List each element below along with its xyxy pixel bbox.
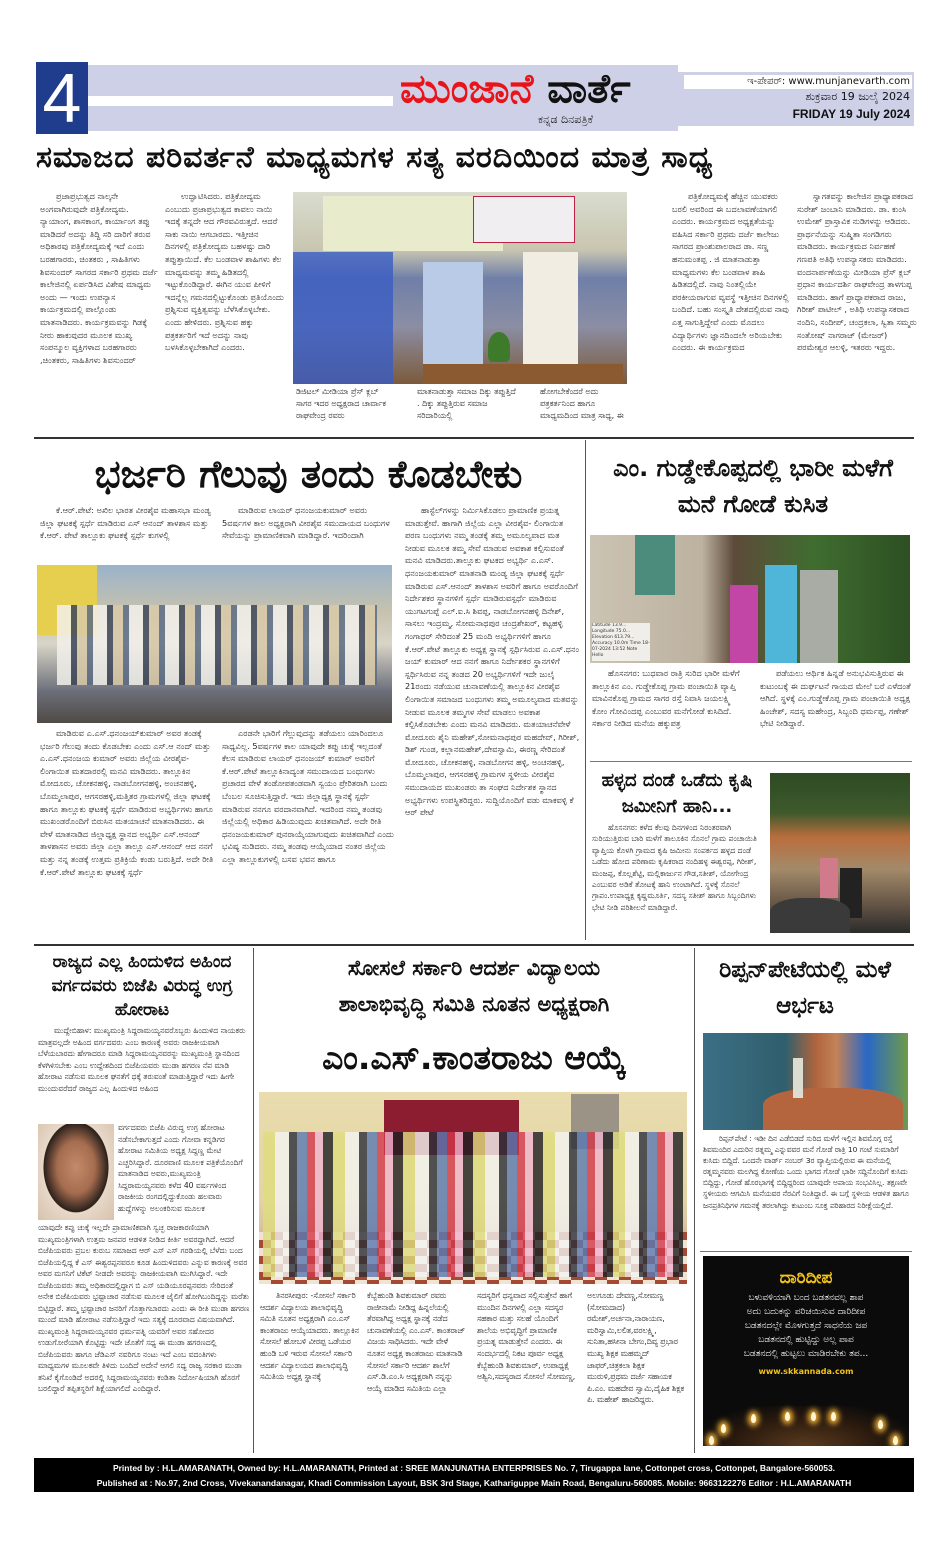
story3-headline: ಎಂ. ಗುಡ್ಡೇಕೊಪ್ಪದಲ್ಲಿ ಭಾರೀ ಮಳೆಗೆ ಮನೆ ಗೋಡೆ ಕುಸಿತ	[613, 454, 893, 518]
logo-word-black: ವಾರ್ತೆ	[547, 66, 631, 112]
story2-column-1-top	[40, 504, 215, 560]
story7-photo	[703, 1033, 908, 1130]
lamp-flame-icon	[811, 1412, 816, 1421]
story4-photo	[770, 773, 910, 933]
story2-col2-bottom-text: ಎರಡನೇ ಭಾರಿಗೆ ಗೆಲ್ಲುವುದನ್ನು ತಡೆಯಲು ಯಾರಿಂದಲೂ ಸಾಧ್ಯವಿಲ್ಲ. 5ವರ್ಷಗಳ ಕಾಲ ಯಾವುದೇ ಕಪ್ಪು ಚುಕ್ಕೆ ಇಲ್ಲದಂತೆ ಕೆಲಸ ಮಾಡಿರುವ ಲಾಯರ್ ಧನಂಜಯ್ ಕುಮಾರ್ ಅವರಿಗೆ ಕೆ.ಆರ್.ಪೇಟೆ ತಾಲ್ಲೂಕಿನಾದ್ಯಂತ ಸಮುದಾಯದ ಬಂಧುಗಳು ಪ್ರಚಾರದ ವೇಳೆ ತಂಡೋಪತಂಡವಾಗಿ ಸ್ವಯಂ ಪ್ರೇರಿತರಾಗಿ ಬಂದು ಬೆಂಬಲ ಸೂಚಿಸುತ್ತಿದ್ದಾರೆ. ಇದು ಜಿಲ್ಲಾಧ್ಯಕ್ಷ ಸ್ಥಾನಕ್ಕೆ ಸ್ಪರ್ಧೆ ಮಾಡಿರುವ ನನಗೂ ವರದಾನವಾಗಿದೆ. ಇದರಿಂದ ನಮ್ಮ ತಂಡವು ಜಿಲ್ಲೆಯಲ್ಲಿ ಅಧಿಕಾರ ಹಿಡಿಯುವುದು ಖಚಿತವಾಗಿದೆ. ಅದೇ ರೀತಿ ಧನಂಜಯಕುಮಾರ್ ಪುನರಾಯ್ಕೆಯಾಗುವುದು ಖಚಿತವಾಗಿದೆ ಎಂದು ಭವಿಷ್ಯ ನುಡಿದರು. ನಮ್ಮ ತಂಡವು ಆಯ್ಕೆಯಾದ ನಂತರ ಜಿಲ್ಲೆಯ ಎಲ್ಲಾ ತಾಲ್ಲೂಕುಗಳಲ್ಲಿ ಬಸವ ಭವನ ಹಾಗೂ	[222, 728, 394, 864]
story5-intro	[38, 1025, 250, 1125]
person-blue-shirt	[293, 252, 393, 384]
date-kannada: ಶುಕ್ರವಾರ 19 ಜುಲೈ 2024	[805, 90, 910, 103]
window	[635, 535, 675, 595]
story3-column-1	[592, 667, 742, 757]
imprint-line-1: Printed by : H.L.AMARANATH, Owned by: H.L.AMARANATH, Printed at : SREE MANJUNATHA ENTERPRISES No. 7, Tirugappa lane, Cottonpet cross, Cottonpet, Bangalore-560053.	[112, 1463, 836, 1473]
lamp-flame-icon	[831, 1412, 836, 1421]
story6-column-3	[477, 1290, 577, 1452]
story2-column-2-top	[222, 504, 397, 560]
story1-column-1	[40, 190, 158, 430]
story2-headline: ಭರ್ಜರಿ ಗೆಲುವು ತಂದು ಕೊಡಬೇಕು	[94, 452, 523, 496]
potted-plant	[488, 332, 510, 362]
logo-word-red: ಮುಂಜಾನೆ	[400, 66, 534, 112]
story2-photo	[37, 565, 392, 723]
story7-headline: ರಿಪ್ಪನ್‌ಪೇಟೆಯಲ್ಲಿ ಮಳೆ ಆರ್ಭಟ	[719, 957, 891, 1019]
story4-body	[592, 822, 764, 934]
story6-col1-text: ತಿನರಸೀಪುರ: -ಸೋಸಲೆ ಸರ್ಕಾರಿ ಆದರ್ಶ ವಿದ್ಯಾಲಯ ಶಾಲಾಭಿವೃದ್ಧಿ ಸಮಿತಿ ನೂತನ ಅಧ್ಯಕ್ಷರಾಗಿ ಎಂ.ಎಸ್ ಕಾಂತರಾಜು ಆಯ್ಕೆಯಾದರು. ತಾಲ್ಲೂಕಿನ ಸೋಸಲೆ ಹೋಬಳಿ ವೀರಪ್ಪ ಒಡೆಯರ ಹುಂಡಿ ಬಳಿ ಇರುವ ಸೋಸಲೆ ಸರ್ಕಾರಿ ಆದರ್ಶ ವಿದ್ಯಾಲಯದ ಶಾಲಾಭಿವೃದ್ಧಿ ಸಮಿತಿಯ ಅಧ್ಯಕ್ಷ ಸ್ಥಾನಕ್ಕೆ	[260, 1291, 359, 1382]
lamp-flame-icon	[785, 1412, 790, 1421]
story2-column-2-bottom	[222, 727, 397, 937]
story2-col1-top-text: ಕೆ.ಆರ್.ಪೇಟೆ: ಅಖಿಲ ಭಾರತ ವೀರಶೈವ ಮಹಾಸಭಾ ಮಂಡ್ಯ ಜಿಲ್ಲಾ ಘಟಕಕ್ಕೆ ಸ್ಪರ್ಧೆ ಮಾಡಿರುವ ಎಸ್ ಆನಂದ್ ತಾಳಶಾಸ ಮತ್ತು ಕೆ.ಆರ್. ಪೇಟೆ ತಾಲ್ಲೂಕು ಘಟಕಕ್ಕೆ ಸ್ಪರ್ಧೆ ಕುಗಳಲ್ಲಿ	[40, 505, 211, 541]
daarideepa-line: ಬಡತನದಲ್ಲಿ ಹುಟ್ಟಿದ್ದು ಅಲ್ಲ ಪಾಪ	[758, 1335, 854, 1345]
daarideepa-line: ಬಳುವಳಿಯಾಗಿ ಬಂದ ಬಡತನವಲ್ಲ ಶಾಪ	[748, 1293, 864, 1303]
tagline: ಕನ್ನಡ ದಿನಪತ್ರಿಕೆ	[538, 113, 594, 126]
group-of-people	[263, 1132, 683, 1277]
lamp-flame-icon	[893, 1436, 898, 1445]
daarideepa-quote-box	[703, 1256, 909, 1446]
story6-column-2	[367, 1290, 467, 1452]
story5-intro-text: ಮುದ್ದೇಬಿಹಾಳ: ಮುಖ್ಯಮಂತ್ರಿ ಸಿದ್ದರಾಮಯ್ಯನವರೊಬ್ಬರು ಹಿಂದುಳಿದ ನಾಯಕರು ಮಾತ್ರವಲ್ಲದೇ ಅಹಿಂದ ವರ್ಗದವರು ಎಂಬ ಕಾರಣಕ್ಕೆ ಅವರು ರಾಜಕೀಯವಾಗಿ ಬೆಳೆಯಬಾರದು ಹೇಗಾದರೂ ಮಾಡಿ ಸಿದ್ದರಾಮಯ್ಯನವರನ್ನು ಮುಖ್ಯಮಂತ್ರಿ ಸ್ಥಾನದಿಂದ ಕೆಳಗಿಳಿಸಬೇಕು ಎಂಬ ಉದ್ದೇಶದಿಂದ ಬಿಜೆಪಿಯವರು ಮುಡಾ ಹಗರಣ ನೆಪ ಮಾಡಿ ಹೋರಾಟ ನಡೆಸುವ ಮೂಲಕ ಘನತೆಗೆ ಧಕ್ಕೆ ತರುವಂತೆ ಮಾಡುತ್ತಿದ್ದಾರೆ ಇದು ಹೀಗೇ ಮುಂದುವರೆದರೆ ರಾಜ್ಯದ ಎಲ್ಲ ಹಿಂದುಳಿದ ಅಹಿಂದ	[38, 1026, 246, 1093]
daarideepa-line: ಅದು ಬದುಕನ್ನು ಪರಿಚಯಿಸುವ ದಾರಿದೀಪ	[746, 1307, 866, 1317]
divider	[700, 1251, 912, 1252]
story6-headline-line-2: ಶಾಲಾಭಿವೃದ್ಧಿ ಸಮಿತಿ ನೂತನ ಅಧ್ಯಕ್ಷರಾಗಿ	[338, 992, 610, 1016]
table	[423, 364, 623, 384]
story4-headline: ಹಳ್ಳದ ದಂಡೆ ಒಡೆದು ಕೃಷಿ ಜಮೀನಿಗೆ ಹಾನಿ...	[601, 770, 753, 817]
story6-col2-text: ಕೆಬ್ಬೆಹುಂಡಿ ಶಿವಕುಮಾರ್ ರವರು ರಾಜೀನಾಮೆ ನೀಡಿದ್ದ ಹಿನ್ನಲೆಯಲ್ಲಿ ತೆರವಾಗಿದ್ದ ಅಧ್ಯಕ್ಷ ಸ್ಥಾನಕ್ಕೆ ನಡೆದ ಚುನಾವಣೆಯಲ್ಲಿ ಎಂ.ಎಸ್. ಕಾಂತರಾಜ್ ವಿಜಯ ಸಾಧಿಸಿದರು. ಇದೇ ವೇಳೆ ನೂತನ ಅಧ್ಯಕ್ಷ ಕಾಂತರಾಜು ಮಾತನಾಡಿ ಸೋಸಲೆ ಸರ್ಕಾರಿ ಆದರ್ಶ ಶಾಲೆಗೆ ಎಸ್.ಡಿ.ಎಂ.ಸಿ ಅಧ್ಯಕ್ಷರಾಗಿ ನನ್ನನ್ನು ಆಯ್ಕೆ ಮಾಡಿದ ಸಮಿತಿಯ ಎಲ್ಲಾ	[367, 1291, 466, 1393]
story1-caption-3: ಹೋಗಬೇಕೆಂದರೆ ಅದು ಪತ್ರಕರ್ತನಿಂದ ಹಾಗೂ ಮಾಧ್ಯಮದಿಂದ ಮಾತ್ರ ಸಾಧ್ಯ, ಈ	[540, 387, 624, 420]
story7-body-text: ರಿಪ್ಪನ್‌ಪೇಟೆ : ಇಡೀ ದಿನ ಎಡೆಬಿಡದೆ ಸುರಿದ ಮಳೆಗೆ ಇಲ್ಲಿನ ಶಿವಮೊಗ್ಗ ರಸ್ತೆ ಶಿವಮಂದಿರ ಎದುರಿನ ರತ್ನಮ್ಮ ಎನ್ನುವವರ ಮನೆ ಗೋಡೆ ರಾತ್ರಿ 10 ಗಂಟೆ ಸುಮಾರಿಗೆ ಕುಸಿದು ಬಿದ್ದಿದೆ. ಒಂದನೇ ವಾರ್ಡ್ ನಂಬರ್ 3ರ ವ್ಯಾಪ್ತಿಯಲ್ಲಿರುವ ಈ ಮನೆಯಲ್ಲಿ ರತ್ನಮ್ಮನವರು ಮಲಗಿದ್ದ ಕೋಣೆಯ ಒಂದು ಭಾಗದ ಗೋಡೆ ಭಾರೀ ಸದ್ದಿನೊಂದಿಗೆ ಕುಸಿದು ಬಿದ್ದಿದ್ದು, ಗೋಡೆ ಹೊರಭಾಗಕ್ಕೆ ಬಿದ್ದಿದ್ದರಿಂದ ಯಾವುದೇ ಅಪಾಯ ಸಂಭವಿಸಿಲ್ಲ. ತಕ್ಷಣವೇ ಸ್ಥಳೀಯರು ಆಗಮಿಸಿ ಮನೆಯವರ ನೆರವಿಗೆ ನಿಂತಿದ್ದಾರೆ. ಈ ಬಗ್ಗೆ ಸ್ಥಳೀಯ ಆಡಳಿತ ಹಾಗೂ ಜನಪ್ರತಿನಿಧಿಗಳ ಗಮನಕ್ಕೆ ತರಲಾಗಿದ್ದು ಕುಟುಂಬ ಸೂಕ್ತ ಪರಿಹಾರದ ನಿರೀಕ್ಷೆಯಲ್ಲಿದೆ.	[703, 1134, 909, 1210]
daarideepa-website[interactable]: www.skkannada.com	[758, 1367, 854, 1376]
man-pink-shirt	[820, 858, 838, 898]
story1-column-3	[672, 190, 790, 430]
person-white-shirt	[523, 252, 578, 372]
date-english: FRIDAY 19 July 2024	[792, 107, 910, 121]
story3-photo	[590, 535, 910, 663]
story1-caption-2: ಮಾತನಾಡುತ್ತಾ ಸಮಾಜ ದಿಕ್ಕು ತಪ್ಪುತ್ತಿದೆ . ದಿಕ್ಕು ತಪ್ಪುತ್ತಿರುವ ಸಮಾಜ ಸರಿದಾರಿಯಲ್ಲಿ	[417, 387, 516, 420]
rubble	[763, 1088, 903, 1130]
story2-column-3	[405, 504, 580, 937]
gps-stamp: Latitude 13.9... Longitude 75.0... Elevation 613.79... Accuracy 10.0m Time 18-07-2024 13:52 Note Hello	[592, 623, 650, 661]
divider	[34, 437, 914, 439]
person-light-shirt	[423, 262, 483, 372]
story1-column-2	[165, 190, 285, 430]
story5-headline: ರಾಜ್ಯದ ಎಲ್ಲ ಹಿಂದುಳಿದ ಅಹಿಂದ ವರ್ಗದವರು ಬಿಜೆಪಿ ವಿರುದ್ಧ ಉಗ್ರ ಹೋರಾಟ	[51, 952, 233, 1020]
story6-photo	[259, 1092, 687, 1284]
story7-body	[703, 1133, 910, 1248]
newspaper-logo	[400, 66, 631, 112]
story1-col3-text: ಪತ್ರಿಕೋದ್ಯಮಕ್ಕೆ ಹೆಚ್ಚಿನ ಯುವಕರು ಬರಲಿ ಅವರಿಂದ ಈ ಬದಲಾವಣೆಯಾಗಲಿ ಎಂದರು. ಕಾರ್ಯಕ್ರಮದ ಅಧ್ಯಕ್ಷತೆಯನ್ನು ವಹಿಸಿದ ಸರ್ಕಾರಿ ಪ್ರಥಮ ದರ್ಜೆ ಕಾಲೇಜು ಸಾಗರದ ಪ್ರಾಂಶುಪಾಲರಾದ ಡಾ. ಸಣ್ಣ ಹನುಮಂತಪ್ಪ . ಜಿ ಮಾತನಾಡುತ್ತಾ ಮಾಧ್ಯಮಗಳು ಕೆಲ ಬಂಡವಾಳ ಶಾಹಿ ಹಿಡಿತದಲ್ಲಿದೆ. ನಾವು ನಿಂತಲ್ಲಿಯೇ ಪರಕೀಯರಾಗುವ ವ್ಯವಸ್ಥೆ ಇತ್ತೀಚಿನ ದಿನಗಳಲ್ಲಿ ಬಂದಿದೆ. ಬಹು ಸಂಸ್ಕೃತಿ ದೇಶದಲ್ಲಿರುವ ನಾವು ಎತ್ತ ಸಾಗುತ್ತಿದ್ದೇವೆ ಎಂದು ಮೊದಲು ವಿದ್ಯಾರ್ಥಿಗಳು ಜ್ಞಾನದಿಂದಲೇ ಅರಿಯಬೇಕು ಎಂದರು. ಈ ಕಾರ್ಯಕ್ರಮದ	[672, 191, 789, 353]
tarpaulin	[770, 898, 850, 933]
group-of-people	[57, 605, 377, 685]
story3-col2-text: ಪಡೆಯಲು ಆರ್ಥಿಕ ಹಿನ್ನಡೆ ಅನುಭವಿಸುತ್ತಿರುವ ಈ ಕುಟುಂಬಕ್ಕೆ ಈ ದುರ್ಘಟನೆ ಗಾಯದ ಮೇಲೆ ಬರೆ ಎಳೆದಂತೆ ಆಗಿದೆ. ಸ್ಥಳಕ್ಕೆ ಎಂ.ಗುಡ್ಡೇಕೊಪ್ಪ ಗ್ರಾಮ ಪಂಚಾಯಿತಿ ಅಧ್ಯಕ್ಷ ಹಿಂಚೇಶ್, ಸದಸ್ಯ ಮಹೇಂದ್ರ, ಸಿಬ್ಬಂದಿ ಧರ್ಮಪ್ಪ, ಗಣೇಶ್ ಭೇಟಿ ನೀಡಿದ್ದಾರೆ.	[760, 668, 911, 729]
imprint-line-2: Published at : No.97, 2nd Cross, Vivekanandanagar, Khadi Commission Layout, BSK 3rd Stage, Kathariguppe Main Road, Bengaluru-560085. Mobile: 9663122276 Editor : H.L.AMARANATH	[96, 1478, 852, 1488]
man-blue-shirt	[765, 565, 797, 663]
story6-col4-text: ಅಲಗೂಡು ದೇವಣ್ಣ,ಸೋಮಣ್ಣ (ಸೋಮದಾದ) ರಮೇಶ್,ಅರ್ಚನಾ,ನಾರಾಯಣ, ಮರಿಸ್ವಾಮಿ,ಲಲಿತ,ವರಲಕ್ಷ್ಮಿ, ಸುನಿತಾ,ಹಸೀನಾ ಬೇಗಂ,ದಿವ್ಯ ಪ್ರಭಾರ ಮುಖ್ಯ ಶಿಕ್ಷಕ ಮಹಮ್ಮದ್ ಜಾಫರ್,ಚಿತ್ರಕಲಾ ಶಿಕ್ಷಕ ಮುರುಳಿ,ಪ್ರಥಮ ದರ್ಜೆ ಸಹಾಯಕ ಪಿ.ಎಂ. ಮಹದೇವ ಸ್ವಾಮಿ,ದೈಹಿಕ ಶಿಕ್ಷಕ ಪಿ. ಮಹೇಶ್ ಹಾಜರಿದ್ದರು.	[587, 1291, 685, 1405]
story6-column-1	[260, 1290, 360, 1452]
person-standing	[793, 1058, 803, 1098]
story6-col3-text: ಸದಸ್ಯರಿಗೆ ಧನ್ಯವಾದ ಸಲ್ಲಿಸುತ್ತೇನೆ ಹಾಗೆ ಮುಂದಿನ ದಿನಗಳಲ್ಲಿ ಎಲ್ಲಾ ಸದಸ್ಯರ ಸಹಕಾರ ಮತ್ತು ಸಲಹೆ ಯೊಂದಿಗೆ ಶಾಲೆಯ ಅಭಿವೃದ್ಧಿಗೆ ಪ್ರಾಮಾಣಿಕ ಪ್ರಯತ್ನ ಮಾಡುತ್ತೇನೆ ಎಂದರು. ಈ ಸಂದರ್ಭದಲ್ಲಿ ನಿಕಟ ಪೂರ್ವ ಅಧ್ಯಕ್ಷ ಕೆಬ್ಬೆಹುಂಡಿ ಶಿವಕುಮಾರ್, ಉಪಾಧ್ಯಕ್ಷೆ ಅಶ್ವಿನಿ,ಸದಸ್ಯರಾದ ಸೋಸಲೆ ಸೋಮಣ್ಣ,	[477, 1291, 576, 1382]
story5-beside-photo	[118, 1122, 250, 1222]
divider	[590, 761, 912, 762]
story6-headline-line-3: ಎಂ.ಎಸ್.ಕಾಂತರಾಜು ಆಯ್ಕೆ	[322, 1038, 626, 1077]
story5-body	[38, 1222, 250, 1450]
story3-col1-text: ಹೊಸನಗರ: ಬುಧವಾರ ರಾತ್ರಿ ಸುರಿದ ಭಾರೀ ಮಳೆಗೆ ತಾಲ್ಲೂಕಿನ ಎಂ. ಗುಡ್ಡೇಕೊಪ್ಪ ಗ್ರಾಮ ಪಂಚಾಯಿತಿ ವ್ಯಾಪ್ತಿ ಮಾವಿನಕೊಪ್ಪ ಗ್ರಾಮದ ಸಾಗರ ರಸ್ತೆ ನಿವಾಸಿ ಜಯಲಕ್ಷ್ಮಿ ಕೋಂ ಗೋವಿಂದಪ್ಪ ಎಂಬುವರ ಮನೆಗೋಡೆ ಕುಸಿದಿದೆ. ಸರ್ಕಾರ ನೀಡಿದ ಮನೆಯ ಹಕ್ಕುಪತ್ರ	[592, 668, 740, 729]
story5-body-text: ಯಾವುದೇ ಕಪ್ಪು ಚುಕ್ಕೆ ಇಲ್ಲದೇ ಪ್ರಾಮಾಣಿಕವಾಗಿ ಸ್ವಚ್ಛ ರಾಜಕಾರಣಿಯಾಗಿ ಮುಖ್ಯಮಂತ್ರಿಗಳಾಗಿ ಉತ್ತಮ ಜನಪರ ಆಡಳಿತ ನೀಡಿದ ಕೀರ್ತಿ ಅವರದ್ದಾಗಿದೆ. ಆದರೆ ಬಿಜೆಪಿಯವರು ಪ್ರಬಲ ಕುರುಬ ಸಮಾಜದ ಆರ್ ಎಸ್ ಎಸ್ ಗರಡಿಯಲ್ಲಿ ಬೆಳೆದು ಬಂದ ಬಿಜೆಪಿಯಲ್ಲಿದ್ದ ಕೆ ಎಸ್ ಈಶ್ವರಪ್ಪನವರೂ ಕೂಡ ಹಿಂದುಳಿದವರು ಎನ್ನುವ ಕಾರಣಕ್ಕೆ ಅವರ ಅವರ ಮಗನಿಗೆ ಟಿಕೆಟ್ ನೀಡದೇ ಅವರನ್ನು ರಾಜಕೀಯವಾಗಿ ಮುಗಿಸಿದ್ದಾರೆ. ಇದೇ ಬಿಜೆಪಿಯವರು ತಮ್ಮ ಅಧಿಕಾರದಲ್ಲಿದ್ದಾಗ ಬಿ ಎಸ್ ಯಡಿಯೂರಪ್ಪನವರು ಸೇರಿದಂತೆ ಅನೇಕ ಬಿಜೆಪಿಯವರು ಭ್ರಷ್ಟಾಚಾರ ನಡೆಸುವ ಮೂಲಕ ಜೈಲಿಗೆ ಹೋಗಿಬಂದಿದ್ದನ್ನು ಮರೆತು ಬಿಟ್ಟಿದ್ದಾರೆ. ತಮ್ಮ ಭ್ರಷ್ಟಾಚಾರ ಜನರಿಗೆ ಗೊತ್ತಾಗಬಾರದು ಎಂದು ಈ ರೀತಿ ಮುಡಾ ಹಗರಣ ಮುಂದೆ ಮಾಡಿ ಹೋರಾಟ ನಡೆಸುತ್ತಿದ್ದಾರೆ ಇದು ಸತ್ಯಕ್ಕೆ ದೂರವಾದ ವಿಷಯವಾಗಿದೆ. ಮುಖ್ಯಮಂತ್ರಿ ಸಿದ್ದರಾಮಯ್ಯನವರ ಧರ್ಮಪತ್ನಿ ಯವರಿಗೆ ಅವರ ಸಹೋದರ ಉಡುಗೋರೆಯಾಗಿ ಕೊಟ್ಟಿದ್ದು ಇದೇ ಜೊತೆಗೆ ಸಧ್ಯ ಈ ಮುಡಾ ಹಗರಣದಲ್ಲಿ ಬಿಜೆಪಿಯವರು ಹಾಗೂ ಜೆಡಿಎಸ್ ನವರಿಗೂ ನಂಟು ಇದೆ ಎಂಬ ವದಂತಿಗಳು ಮಾಧ್ಯಮಗಳ ಮೂಲಕವೇ ತಿಳಿದು ಬಂದಿದೆ ಅದೇನೆ ಆಗಲಿ ಸಧ್ಯ ರಾಜ್ಯ ಸರಕಾರ ಮುಡಾ ತನಿಖೆ ಕೈಗೊಂಡಿದೆ ಅದರಲ್ಲಿ ಸಿದ್ದರಾಮಯ್ಯನವರು ಕಂಡಿತಾ ನಿರ್ದೋಷಿಯಾಗಿ ಹೊರಗೆ ಬರಲಿದ್ದಾರೆ ತಪ್ಪಿತಸ್ಥರಿಗೆ ಶಿಕ್ಷೆಯಾಗಲಿದೆ ಎಂದಿದ್ದಾರೆ.	[38, 1223, 250, 1393]
story2-col3-text: ಹಾಸ್ಟೆಲ್‌ಗಳನ್ನು ನಿರ್ಮಿಸಿಕೊಡಲು ಪ್ರಾಮಾಣಿಕ ಪ್ರಯತ್ನ ಮಾಡುತ್ತೇವೆ. ಹಾಗಾಗಿ ಜಿಲ್ಲೆಯ ಎಲ್ಲಾ ವೀರಶೈವ- ಲಿಂಗಾಯಿತ ಪರಣ ಬಂಧುಗಳು ನಮ್ಮ ತಂಡಕ್ಕೆ ತಮ್ಮ ಅಮೂಲ್ಯವಾದ ಮತ ನೀಡುವ ಮೂಲಕ ತಮ್ಮ ಸೇವೆ ಮಾಡುವ ಅವಕಾಶ ಕಲ್ಪಿಸುವಂತೆ ಮನವಿ ಮಾಡಿದರು.ತಾಲ್ಲೂಕು ಘಟಕದ ಅಭ್ಯರ್ಥಿ ಎ.ಎಸ್. ಧನಂಜಯಕುಮಾರ್ ಮಾತನಾಡಿ ಮಂಡ್ಯ ಜಿಲ್ಲಾ ಘಟಕಕ್ಕೆ ಸ್ಪರ್ಧೆ ಮಾಡಿರುವ ಎಸ್.ಆನಂದ್ ತಾಳಶಾಸ ಅವರಿಗೆ ಹಾಗೂ ಅವರೊಂದಿಗೆ ನಿರ್ದೇಶಕರ ಸ್ಥಾನಗಳಿಗೆ ಸ್ಪರ್ಧೆ ಮಾಡಿರುವಸ್ಪರ್ಧೆ ಮಾಡಿರುವ ಯುಗಟಗುಪ್ಪೆ ಎಲ್.ಐ.ಸಿ ಶಿವಪ್ಪ, ನಾಡಬೋಗನಹಳ್ಳಿ ದಿನೇಶ್, ಸಾಸಲು ಇಂದ್ರಮ್ಮ, ಸೋಮನಾಥಪುರ ಚಂದ್ರಶೇಖರ್, ಕಟ್ಟಹಳ್ಳಿ ಗಂಗಾಧರ್ ಸೇರಿದಂತೆ 25 ಮಂದಿ ಅಭ್ಯರ್ಥಿಗಳಿಗೆ ಹಾಗೂ ಕೆ.ಆರ್.ಪೇಟೆ ತಾಲ್ಲೂಕು ಅಧ್ಯಕ್ಷ ಸ್ಥಾನಕ್ಕೆ ಸ್ಪರ್ಧಿಸಿರುವ ಎ.ಎಸ್.ಧನಂ ಜಯ್ ಕುಮಾರ್ ಆದ ನನಗೆ ಹಾಗೂ ನಿರ್ದೇಶಕರ ಸ್ಥಾನಗಳಿಗೆ ಸ್ಪರ್ಧಿಸಿರುವ ನನ್ನ ತಂಡದ 20 ಅಭ್ಯರ್ಥಿಗಳಿಗೆ ಇದೇ ಜುಲೈ 21ರಂದು ನಡೆಯುವ ಚುನಾವಣೆಯಲ್ಲಿ ತಾಲ್ಲೂಕಿನ ವೀರಶೈವ ಲಿಂಗಾಯಿತ ಸಮಾಜದ ಬಂಧುಗಳು ತಮ್ಮ ಅಮೂಲ್ಯವಾದ ಮತವನ್ನು ನೀಡುವ ಮೂಲಕ ತಮ್ಮಗಳ ಸೇವೆ ಮಾಡಲು ಅವಕಾಶ ಕಲ್ಪಿಸಿಕೊಡಬೇಕು ಎಂದು ಮನವಿ ಮಾಡಿದರು. ಮತಯಾಚನೆವೇಳೆ ಮೋದೂರು ಶೈನಿ ಮಹೇಶ್,ಸೋಮನಾಥಪುರ ಮಹದೇವ್, ಗಿರೀಶ್, ಡಿಶ್ ಗುಂಡ, ಕಲ್ಲಾನಮಹೇಶ್,ದೇವಸ್ವಾಮಿ, ಈರಣ್ಣ ಸೇರಿದಂತೆ ಮೋದೂರು, ಚೋಕನಹಳ್ಳಿ, ನಾಡಬೋಗನ ಹಳ್ಳಿ, ಅಂಚನಹಳ್ಳಿ, ಬೊಮ್ಮಲಾಪುರ, ಆಗಸರಹಳ್ಳಿ ಗ್ರಾಮಗಳ ಸ್ಥಳೀಯ ವೀರಶೈವ ಸಮುದಾಯದ ಮುಖಂಡರು ತಾ ಸಂಘದ ನಿರ್ದೇಶಕ ಸ್ಥಾನದ ಅಭ್ಯರ್ಥಿಗಳು ಉಪಸ್ಥಿತರಿದ್ದರು. ಸುದ್ದಿಯೊಂದಿಗೆ ವಡು ಮಾಕವಳ್ಳಿ ಕೆ ಆರ್ ಪೇಟೆ	[405, 505, 580, 818]
story3-column-2	[760, 667, 912, 757]
story5-beside-photo-text: ವರ್ಗದವರು ಬಿಜೆಪಿ ವಿರುದ್ಧ ಉಗ್ರ ಹೋರಾಟ ನಡೆಸಬೇಕಾಗುತ್ತದೆ ಎಂದು ಗೋವಾ ಕನ್ನಡಿಗರ ಹೋರಾಟ ಸಮಿತಿಯ ಅಧ್ಯಕ್ಷ ಸಿದ್ದಣ್ಣ ಮೇಟಿ ಎಚ್ಚರಿಸಿದ್ದಾರೆ. ದೂರವಾಣಿ ಮೂಲಕ ಪತ್ರಿಕೆಯೊಂದಿಗೆ ಮಾತನಾಡಿದ ಅವರು,ಮುಖ್ಯಮಂತ್ರಿ ಸಿದ್ದರಾಮಯ್ಯನವರು ಕಳೆದ 40 ವರ್ಷಗಳಿಂದ ರಾಜಕೀಯ ರಂಗದಲ್ಲಿದ್ದುಕೊಂಡು ಹಲವಾರು ಹುದ್ದೆಗಳನ್ನು ಅಲಂಕರಿಸುವ ಮೂಲಕ	[118, 1123, 243, 1213]
vertical-divider	[585, 440, 586, 940]
story1-col2-text: ಉದ್ಘಾಟಿಸಿದರು. ಪತ್ರಿಕೋದ್ಯಮ ಎಂಬುದು ಪ್ರಜಾಪ್ರಭುತ್ವದ ಕಾವಲು ನಾಯಿ ಇದಕ್ಕೆ ತನ್ನದೇ ಆದ ಗೌರವವಿರುತ್ತದೆ. ಆದರೆ ಸಾಕು ನಾಯಿ ಆಗಬಾರದು. ಇತ್ತೀಚಿನ ದಿನಗಳಲ್ಲಿ ಪತ್ರಿಕೋದ್ಯಮ ಬಹಳಷ್ಟು ದಾರಿ ತಪ್ಪುತ್ತಾಯಿದೆ. ಕೆಲ ಬಂಡವಾಳ ಶಾಹಿಗಳು ಕೆಲ ಮಾಧ್ಯಮವನ್ನು ತಮ್ಮ ಹಿಡಿತದಲ್ಲಿ ಇಟ್ಟುಕೊಂಡಿದ್ದಾರೆ. ಈಗಿನ ಯುವ ಪೀಳಿಗೆ ಇದನ್ನೆಲ್ಲ ಗಮನದಲ್ಲಿಟ್ಟುಕೊಂಡು ಪ್ರತಿಯೊಂದು ಪ್ರಶ್ನಿಸುವ ವ್ಯಕ್ತಿತ್ವವನ್ನು ಬೆಳೆಸಿಕೊಳ್ಳಬೇಕು. ಎಂದು ಹೇಳಿದರು. ಪ್ರಶ್ನಿಸುವ ಹಕ್ಕು ಪತ್ರಕರ್ತರಿಗೆ ಇದೆ ಅದನ್ನು ನಾವು ಬಳಸಿಕೊಳ್ಳಬೇಕಾಗಿದೆ ಎಂದರು.	[165, 191, 284, 353]
page-number: 4	[36, 62, 88, 134]
masthead-white-rule	[88, 96, 393, 106]
story6-headline-line-1: ಸೋಸಲೆ ಸರ್ಕಾರಿ ಆದರ್ಶ ವಿದ್ಯಾಲಯ	[347, 956, 601, 980]
vertical-divider	[694, 948, 695, 1453]
story2-column-1-bottom	[40, 727, 215, 937]
story1-col4-text: ಸ್ವಾಗತವನ್ನು ಕಾಲೇಜಿನ ಪ್ರಾಧ್ಯಾಪಕರಾದ ಸುರೇಶ್ ಜಂಬಾನಿ ಮಾಡಿದರು. ಡಾ. ಕುಂಸಿ ಉಮೇಶ್ ಪ್ರಾಸ್ತಾವಿಕ ನುಡಿಗಳನ್ನು ಆಡಿದರು. ಪ್ರಾರ್ಥನೆಯನ್ನು ಸುಷ್ಮಿತಾ ಸಂಗಡಿಗರು ಮಾಡಿದರು. ಕಾರ್ಯಕ್ರಮದ ನಿರ್ವಹಣೆ ಗಣಪತಿ ಅತಿಥಿ ಉಪನ್ಯಾಸಕರು ಮಾಡಿದರು. ವಂದನಾರ್ಪಣೆಯನ್ನು ಮೀಡಿಯಾ ಪ್ರೆಸ್ ಕ್ಲಬ್ ಪ್ರಧಾನ ಕಾರ್ಯದರ್ಶಿ ರಾಘವೇಂದ್ರ ತಾಳಗುಪ್ಪ ಮಾಡಿದರು. ಹಾಗೆ ಪ್ರಾಧ್ಯಾಪಕರಾದ ರಾಜು, ಗಿರೀಶ್ ಪಾಟೀಲ್ , ಅತಿಥಿ ಉಪನ್ಯಾಸಕರಾದ ನಂದಿನಿ, ಸಂದೀಪ್, ಚಂದ್ರಕಲಾ, ಸ್ವಿತಾ ಸಮ್ಮರು ಸಂತೋಷ್ ನಾಗರಾಜ್ (ಮೇಜರ್) ಪರಮೇಶ್ವರ ಆಲಳ್ಳಿ, ಇತರರು ಇದ್ದರು.	[797, 191, 917, 353]
vertical-divider	[253, 948, 254, 1453]
poster-in-photo	[473, 196, 575, 243]
story1-caption-1: ಡಿಜಿಟಲ್ ಮೀಡಿಯಾ ಪ್ರೆಸ್ ಕ್ಲಬ್ ಸಾಗರ ಇದರ ಅಧ್ಯಕ್ಷರಾದ ಚಾರ್ವಾಕ ರಾಘವೇಂದ್ರ ರವರು	[296, 387, 386, 420]
daarideepa-line: ಬಡತನದಲ್ಲಿ ಹುಟ್ಟಲು ಮಾಡಿರಬೇಕು ತಪ...	[743, 1349, 869, 1359]
story1-col1-text: ಪ್ರಜಾಪ್ರಭುತ್ವದ ನಾಲ್ಕನೇ ಅಂಗವಾಗಿರುವುದೇ ಪತ್ರಿಕೋದ್ಯಮ. ನ್ಯಾಯಾಂಗ, ಶಾಸಕಾಂಗ, ಕಾರ್ಯಾಂಗ ತಪ್ಪು ಮಾಡಿದರೆ ಅದನ್ನು ತಿದ್ದಿ ಸರಿ ದಾರಿಗೆ ತರುವ ಅಧಿಕಾರವು ಪತ್ರಿಕೋದ್ಯಮಕ್ಕೆ ಇದೆ ಎಂದು ಬರಹಗಾರರು, ಚಿಂತಕರು , ಸಾಹಿತಿಗಳು ಶಿವಸುಂದರ್ ಸಾಗರದ ಸರ್ಕಾರಿ ಪ್ರಥಮ ದರ್ಜೆ ಕಾಲೇಜಿನಲ್ಲಿ ಏರ್ಪಡಿಸಿದ ವಿಶೇಷ ಮಾಧ್ಯಮ ಅಂದು — ಇಂದು ಉಪನ್ಯಾಸ ಕಾರ್ಯಕ್ರಮದಲ್ಲಿ ಪಾಲ್ಗೊಂಡು ಮಾತನಾಡಿದರು. ಕಾರ್ಯಕ್ರಮವನ್ನು ಗಿಡಕ್ಕೆ ನೀರು ಹಾಕುವುದರ ಮೂಲಕ ಮುಖ್ಯ ಸಂಪನ್ಮೂಲ ವ್ಯಕ್ತಿಗಳಾದ ಬರಹಗಾರರು ,ಚಿಂತಕರು, ಸಾಹಿತಿಗಳು ಶಿವಸುಂದರ್	[40, 191, 158, 365]
story1-photo	[293, 192, 627, 384]
story1-column-4	[797, 190, 917, 430]
woman-pink-saree	[730, 585, 758, 663]
story4-body-text: ಹೊಸನಗರ: ಕಳೆದ ಕೆಲವು ದಿನಗಳಿಂದ ನಿರಂತರವಾಗಿ ಸುರಿಯುತ್ತಿರುವ ಬಾರಿ ಮಳೆಗೆ ತಾಲೂಕಿನ ಸೊನಲೆ ಗ್ರಾಮ ಪಂಚಾಯಿತಿ ವ್ಯಾಪ್ತಿಯ ಕೊಳಗಿ ಗ್ರಾಮದ ಕೃಷಿ ಜಮೀನು ಸಂಪರ್ಕದ ಹಳ್ಳದ ದಂಡೆ ಒಡೆದು ಹೋದ ಪರಿಣಾಮ ಕೃಷಿಕರಾದ ನಂದಿಹಳ್ಳ ಈಶ್ವರಪ್ಪ, ಗಿರೀಶ್, ಮಂಜಪ್ಪ, ಕೊಲ್ಲಶೆಟ್ಟಿ, ಮಲ್ಲಿಕಾರ್ಜುನ ಗೌಡ,ಸತೀಶ್, ಯೋಗೇಂದ್ರ ಎಂಬುವರ ಅಡಿಕೆ ತೋಟಕ್ಕೆ ಹಾನಿ ಉಂಟಾಗಿದೆ. ಸ್ಥಳಕ್ಕೆ ಸೊನಲೆ ಗ್ರಾಪಂ.ಉಪಾಧ್ಯಕ್ಷ ಕೃಷ್ಣಮೂರ್ತಿ, ಸದಸ್ಯ ಸತೀಶ್ ಹಾಗೂ ಸಿಬ್ಬಂದಿಗಳು ಭೇಟಿ ನೀಡಿ ಪರಿಶೀಲನೆ ಮಾಡಿದ್ದಾರೆ.	[592, 823, 757, 912]
daarideepa-title: ದಾರಿದೀಪ	[779, 1268, 833, 1288]
story2-col1-bottom-text: ಮಾಡಿರುವ ಎ.ಎಸ್.ಧನಂಜಯ್‌ಕುಮಾರ್ ಅವರ ತಂಡಕ್ಕೆ ಭರ್ಜರಿ ಗೆಲುವು ತಂದು ಕೊಡಬೇಕು ಎಂದು ಎಸ್.ಆ ನಂದ್ ಮತ್ತು ಎ.ಎಸ್.ಧನಂಜಯ ಕುಮಾರ್ ಅವರು ಜಿಲ್ಲೆಯ ವೀರಶೈವ- ಲಿಂಗಾಯಿತ ಮತದಾರರಲ್ಲಿ ಮನವಿ ಮಾಡಿದರು. ತಾಲ್ಲೂಕಿನ ಮೋದೂರು, ಚೋಕನಹಳ್ಳಿ, ನಾಡಬೋಗನಹಳ್ಳಿ, ಅಂಚನಹಳ್ಳಿ, ಬೊಮ್ಮಲಾಪುರ, ಆಗಸರಹಳ್ಳಿ,ಮತ್ತಿತರ ಗ್ರಾಮಗಳಲ್ಲಿ ಜಿಲ್ಲಾ ಘಟಕಕ್ಕೆ ಹಾಗೂ ತಾಲ್ಲೂಕು ಘಟಕಕ್ಕೆ ಸ್ಪರ್ಧೆ ಮಾಡಿರುವ ಅಭ್ಯರ್ಥಿಗಳು ಹಾಗೂ ಮುಖಂಡರೊಂದಿಗೆ ಬಿರುಸಿನ ಮತಯಾಚನೆ ಮಾತನಾಡಿದರು. ಈ ವೇಳೆ ಮಾತನಾಡಿದ ಜಿಲ್ಲಾಧ್ಯಕ್ಷ ಸ್ಥಾನದ ಅಭ್ಯರ್ಥಿ ಎಸ್.ಆನಂದ್ ತಾಳಶಾಸನ ಅವರು ಜಿಲ್ಲಾ ಎಲ್ಲಾ ತಾಲ್ಲೂ ಎಸ್.ಆನಂದ್ ಆದ ನನಗೆ ಮತ್ತು ನನ್ನ ತಂಡಕ್ಕೆ ಉತ್ತಮ ಪ್ರತಿಕ್ರಿಯೆ ಕಂಡು ಬರುತ್ತಿದೆ. ಅದೇ ರೀತಿ ಕೆ.ಆರ್.ಪೇಟೆ ತಾಲ್ಲೂಕು ಘಟಕಕ್ಕೆ ಸ್ಪರ್ಧೆ	[40, 728, 214, 877]
lamp-flame-icon	[709, 1436, 714, 1445]
story1-headline: ಸಮಾಜದ ಪರಿವರ್ತನೆ ಮಾಧ್ಯಮಗಳ ಸತ್ಯ ವರದಿಯಿಂದ ಮಾತ್ರ ಸಾಧ್ಯ	[36, 140, 714, 175]
lamp-flame-icon	[721, 1424, 726, 1433]
epaper-link[interactable]: ಇ-ಪೇಪರ್: www.munjanevarth.com	[684, 75, 912, 89]
imprint-footer	[34, 1458, 914, 1492]
daarideepa-line: ಬಡತನದಲ್ಲೇ ಮೊಳಗುತ್ತದೆ ಸಾಧನೆಯ ಜಪ	[744, 1321, 868, 1331]
story5-portrait-photo	[38, 1124, 114, 1220]
lamp-flame-icon	[878, 1420, 883, 1429]
story2-col2-top-text: ಮಾಡಿರುವ ಲಾಯರ್ ಧನಂಜಯಕುಮಾರ್ ಅವರು 5ವರ್ಷಗಳ ಕಾಲ ಅಧ್ಯಕ್ಷರಾಗಿ ವೀರಶೈವ ಸಮುದಾಯದ ಬಂಧುಗಳ ಸೇವೆಯನ್ನು ಪ್ರಾಮಾಣಿಕವಾಗಿ ಮಾಡಿದ್ದಾರೆ. ಇದರಿಂದಾಗಿ	[222, 505, 390, 541]
oil-lamps-image	[703, 1406, 909, 1446]
lamp-flame-icon	[751, 1414, 756, 1423]
man-grey-shirt	[800, 570, 838, 663]
story6-column-4	[587, 1290, 687, 1452]
divider	[34, 944, 914, 946]
